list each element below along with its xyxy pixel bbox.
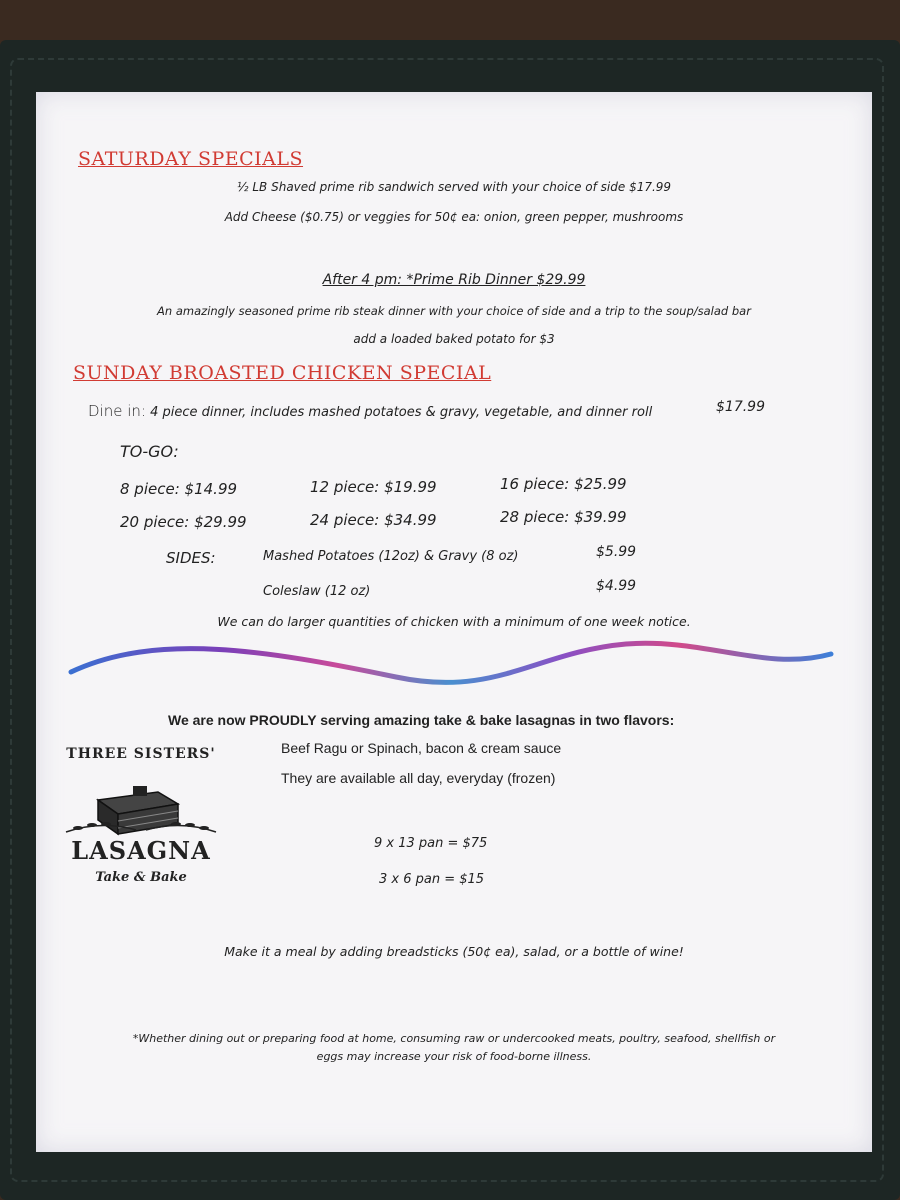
decorative-wave-divider xyxy=(66,632,836,702)
food-safety-disclaimer-1: *Whether dining out or preparing food at home, consuming raw or undercooked meats, poultry, seafood, shellfish or xyxy=(132,1032,776,1045)
sides-label: SIDES: xyxy=(166,549,216,567)
togo-item-label: 12 piece: xyxy=(310,478,380,496)
togo-item-label: 16 piece: xyxy=(500,475,570,493)
side-coleslaw: Coleslaw (12 oz) xyxy=(263,584,371,599)
togo-item-price: $25.99 xyxy=(574,475,627,493)
dine-in-price: $17.99 xyxy=(716,399,765,415)
saturday-sandwich-line: ½ LB Shaved prime rib sandwich served with your choice of side $17.99 xyxy=(236,180,672,194)
after-4pm-heading: After 4 pm: *Prime Rib Dinner $29.99 xyxy=(322,272,586,288)
saturday-addons-line: Add Cheese ($0.75) or veggies for 50¢ ea: onion, green pepper, mushrooms xyxy=(224,210,684,224)
lasagna-price-3x6: 3 x 6 pan = $15 xyxy=(379,872,485,887)
logo-main-text: LASAGNA xyxy=(71,836,211,865)
togo-item-28 xyxy=(500,508,627,526)
togo-item-12 xyxy=(310,478,437,496)
togo-item-20 xyxy=(120,513,247,531)
prime-rib-dinner-desc: An amazingly seasoned prime rib steak dinner with your choice of side and a trip to the soup/salad bar xyxy=(157,304,751,318)
baked-potato-addon: add a loaded baked potato for $3 xyxy=(353,332,555,346)
meal-addon-note: Make it a meal by adding breadsticks (50¢ ea), salad, or a bottle of wine! xyxy=(224,944,684,959)
togo-label: TO-GO: xyxy=(120,442,179,461)
togo-item-8 xyxy=(120,480,237,498)
togo-item-price: $29.99 xyxy=(194,513,247,531)
togo-item-label: 20 piece: xyxy=(120,513,190,531)
sunday-heading: SUNDAY BROASTED CHICKEN SPECIAL xyxy=(73,362,492,384)
togo-item-price: $19.99 xyxy=(384,478,437,496)
togo-item-label: 8 piece: xyxy=(120,480,180,498)
three-sisters-lasagna-logo xyxy=(56,742,226,892)
side-coleslaw-price: $4.99 xyxy=(596,578,637,594)
togo-item-price: $34.99 xyxy=(384,511,437,529)
togo-item-label: 28 piece: xyxy=(500,508,570,526)
dine-in-line xyxy=(88,402,652,420)
togo-item-label: 24 piece: xyxy=(310,511,380,529)
togo-item-price: $14.99 xyxy=(184,480,238,498)
large-order-note: We can do larger quantities of chicken with a minimum of one week notice. xyxy=(217,614,691,629)
dine-in-desc: 4 piece dinner, includes mashed potatoes & gravy, vegetable, and dinner roll xyxy=(150,405,653,420)
food-safety-disclaimer-2: eggs may increase your risk of food-borne illness. xyxy=(316,1050,592,1063)
lasagna-availability: They are available all day, everyday (frozen) xyxy=(281,770,556,786)
side-mashed-potatoes: Mashed Potatoes (12oz) & Gravy (8 oz) xyxy=(263,549,519,564)
lasagna-intro: We are now PROUDLY serving amazing take & bake lasagnas in two flavors: xyxy=(168,712,675,728)
menu-page xyxy=(36,92,872,1152)
lasagna-price-9x13: 9 x 13 pan = $75 xyxy=(374,836,488,851)
logo-top-text: THREE SISTERS' xyxy=(66,746,216,762)
side-mashed-potatoes-price: $5.99 xyxy=(596,544,637,560)
togo-item-price: $39.99 xyxy=(574,508,627,526)
logo-sub-text: Take & Bake xyxy=(95,870,187,885)
lasagna-flavors: Beef Ragu or Spinach, bacon & cream sauce xyxy=(281,740,562,756)
saturday-heading: SATURDAY SPECIALS xyxy=(78,148,304,170)
dine-in-label: Dine in: xyxy=(88,402,146,420)
togo-item-16 xyxy=(500,475,627,493)
togo-item-24 xyxy=(310,511,437,529)
